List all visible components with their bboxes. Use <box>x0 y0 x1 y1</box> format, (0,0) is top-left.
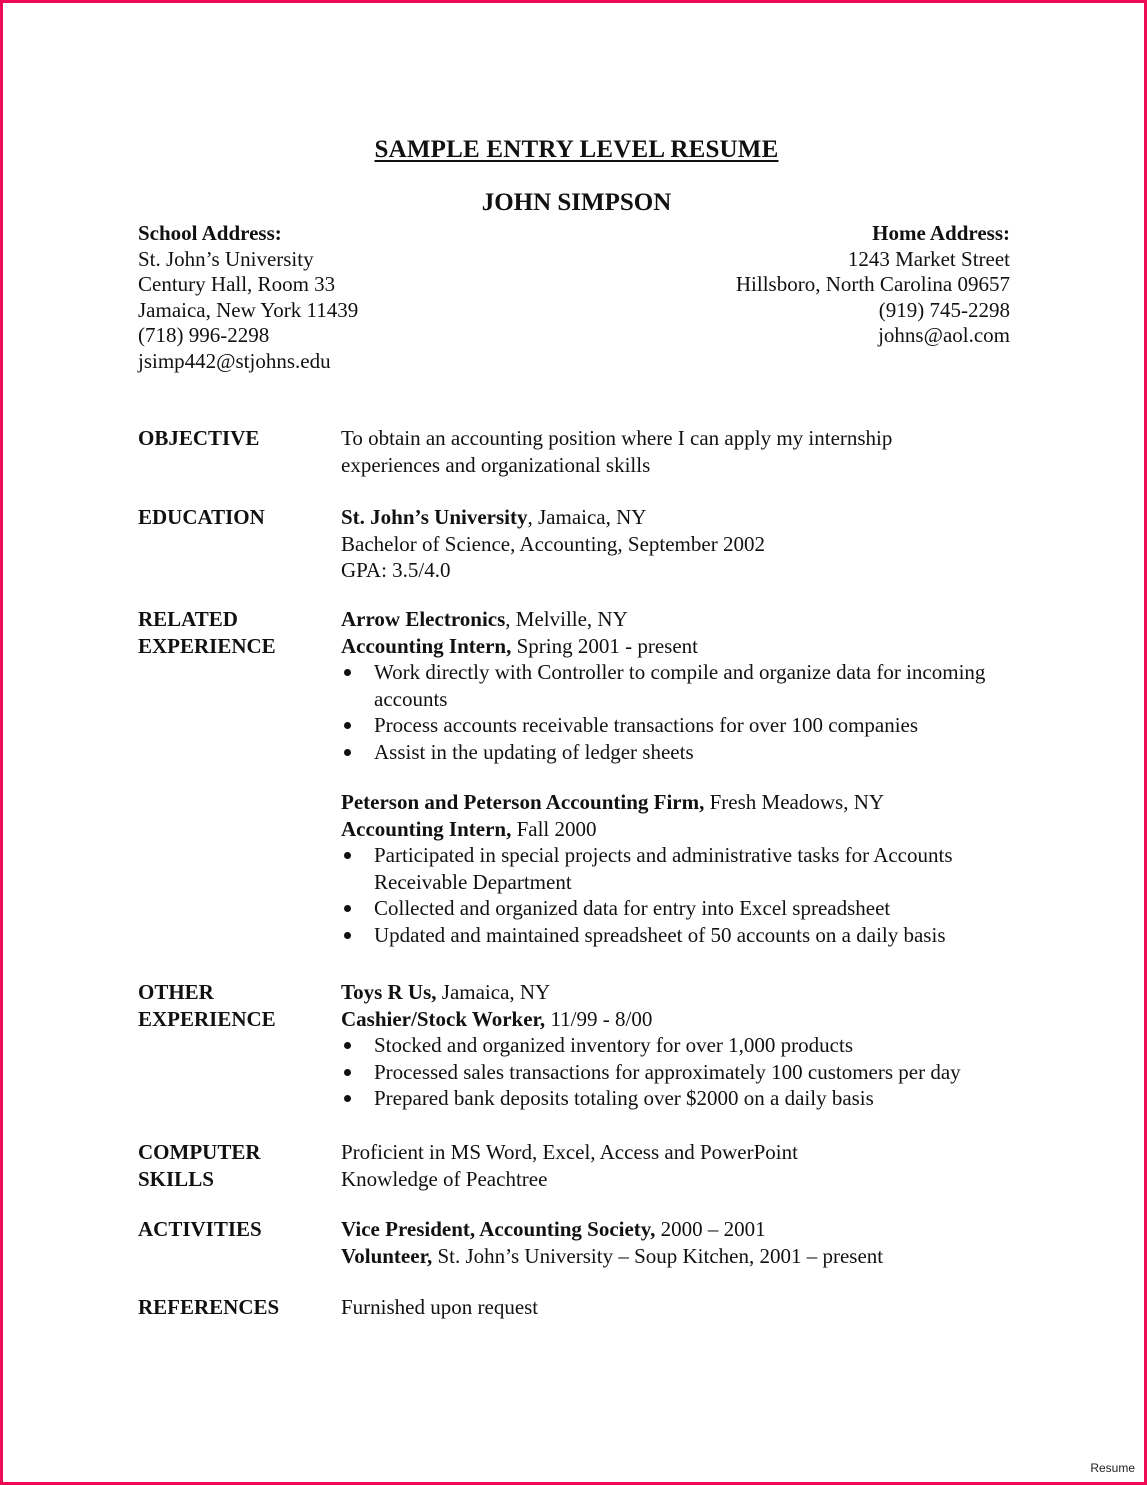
job-title-text: Accounting Intern, <box>341 633 512 658</box>
bullet-text: Updated and maintained spreadsheet of 50 accounts on a daily basis <box>374 922 946 947</box>
employer-location: Fresh Meadows, NY <box>704 790 885 814</box>
section-label-line: OTHER <box>138 980 214 1004</box>
job-employer <box>341 606 1021 633</box>
school-address <box>138 221 358 374</box>
job-dates: Fall 2000 <box>511 816 597 841</box>
job-bullets <box>341 1032 1021 1112</box>
bullet-icon <box>344 932 351 939</box>
objective-line: experiences and organizational skills <box>341 452 651 477</box>
related-experience-body <box>341 606 1021 948</box>
bullet-item <box>341 842 1021 895</box>
bullet-icon <box>344 1042 351 1049</box>
section-label <box>138 1139 338 1192</box>
document-title: SAMPLE ENTRY LEVEL RESUME <box>374 136 779 163</box>
bullet-item <box>341 1059 1021 1086</box>
bullet-item <box>341 922 1021 949</box>
activity-details: St. John’s University – Soup Kitchen, 2001 – present <box>432 1243 884 1268</box>
section-label <box>138 979 338 1032</box>
bullet-text: Participated in special projects and administrative tasks for Accounts Receivable Department <box>374 843 953 894</box>
skill-line: Proficient in MS Word, Excel, Access and PowerPoint <box>341 1140 798 1164</box>
job-employer <box>341 789 1021 816</box>
bullet-text: Prepared bank deposits totaling over $2000 on a daily basis <box>374 1086 874 1110</box>
education-school <box>341 504 1021 531</box>
education-gpa: GPA: 3.5/4.0 <box>341 558 451 582</box>
bullet-item <box>341 712 1021 739</box>
section-label: EDUCATION <box>138 505 265 529</box>
job-title-text: Accounting Intern, <box>341 816 512 841</box>
section-label: OBJECTIVE <box>138 426 260 450</box>
home-email: johns@aol.com <box>878 323 1010 347</box>
employer-location: , Melville, NY <box>505 607 628 631</box>
bullet-icon <box>344 852 351 859</box>
job-entry <box>341 789 1021 948</box>
employer-name: Peterson and Peterson Accounting Firm, <box>341 790 705 814</box>
home-address-line: Hillsboro, North Carolina 09657 <box>735 272 1010 296</box>
job-employer <box>341 979 1021 1006</box>
job-title <box>341 816 1021 843</box>
school-location: , Jamaica, NY <box>527 505 647 529</box>
section-label-line: COMPUTER <box>138 1140 261 1164</box>
bullet-item <box>341 739 1021 766</box>
bullet-item <box>341 659 1021 712</box>
bullet-icon <box>344 669 351 676</box>
bullet-text: Processed sales transactions for approximately 100 customers per day <box>374 1059 961 1084</box>
section-label-line: EXPERIENCE <box>138 1006 276 1031</box>
school-address-line: Jamaica, New York 11439 <box>138 297 359 322</box>
bullet-icon <box>344 749 351 756</box>
school-name: St. John’s University <box>341 505 528 529</box>
bullet-text: Stocked and organized inventory for over 1,000 products <box>374 1033 853 1057</box>
education-degree: Bachelor of Science, Accounting, September 2002 <box>341 531 765 556</box>
bullet-text: Process accounts receivable transactions for over 100 companies <box>374 713 919 737</box>
employer-location: Jamaica, NY <box>436 980 551 1004</box>
job-title <box>341 633 1021 660</box>
section-label: REFERENCES <box>138 1295 280 1319</box>
job-entry <box>341 606 1021 765</box>
bullet-text: Work directly with Controller to compile and organize data for incoming accounts <box>374 660 986 711</box>
section-label-line: RELATED <box>138 607 238 631</box>
employer-name: Arrow Electronics <box>341 607 506 631</box>
computer-skills-body <box>341 1139 1021 1192</box>
bullet-text: Assist in the updating of ledger sheets <box>374 739 694 764</box>
bullet-icon <box>344 1095 351 1102</box>
skill-line: Knowledge of Peachtree <box>341 1166 548 1191</box>
home-phone: (919) 745-2298 <box>878 297 1010 322</box>
section-label <box>138 606 338 659</box>
school-phone: (718) 996-2298 <box>138 323 270 347</box>
activity-item <box>341 1243 1021 1270</box>
job-title-text: Cashier/Stock Worker, <box>341 1006 546 1031</box>
section-label-line: EXPERIENCE <box>138 633 276 658</box>
activity-role: Vice President, Accounting Society, <box>341 1217 656 1241</box>
school-address-line: St. John’s University <box>138 246 314 271</box>
bullet-icon <box>344 905 351 912</box>
job-title <box>341 1006 1021 1033</box>
bullet-text: Collected and organized data for entry into Excel spreadsheet <box>374 896 891 920</box>
school-address-line: Century Hall, Room 33 <box>138 272 336 296</box>
job-bullets <box>341 842 1021 948</box>
bullet-icon <box>344 722 351 729</box>
job-dates: Spring 2001 - present <box>511 633 698 658</box>
activity-role: Volunteer, <box>341 1243 433 1268</box>
home-address <box>736 221 1010 349</box>
job-bullets <box>341 659 1021 765</box>
spacer <box>341 765 1021 789</box>
other-experience-body <box>341 979 1021 1112</box>
education-body <box>341 504 1021 584</box>
references-text: Furnished upon request <box>341 1295 539 1319</box>
school-address-heading: School Address: <box>138 221 282 245</box>
bullet-icon <box>344 1069 351 1076</box>
section-label-line: SKILLS <box>138 1166 214 1191</box>
bullet-item <box>341 895 1021 922</box>
employer-name: Toys R Us, <box>341 980 437 1004</box>
footer-tag: Resume <box>1090 1461 1135 1475</box>
objective-text <box>341 425 1021 478</box>
home-address-heading: Home Address: <box>872 221 1010 245</box>
section-label: ACTIVITIES <box>138 1217 262 1241</box>
job-dates: 11/99 - 8/00 <box>545 1006 653 1031</box>
candidate-name: JOHN SIMPSON <box>481 189 672 216</box>
home-address-line: 1243 Market Street <box>847 246 1010 271</box>
activity-details: 2000 – 2001 <box>655 1217 766 1241</box>
bullet-item <box>341 1032 1021 1059</box>
activity-item <box>341 1216 1021 1243</box>
objective-line: To obtain an accounting position where I can apply my internship <box>341 426 893 450</box>
activities-body <box>341 1216 1021 1269</box>
school-email: jsimp442@stjohns.edu <box>138 348 331 373</box>
bullet-item <box>341 1085 1021 1112</box>
